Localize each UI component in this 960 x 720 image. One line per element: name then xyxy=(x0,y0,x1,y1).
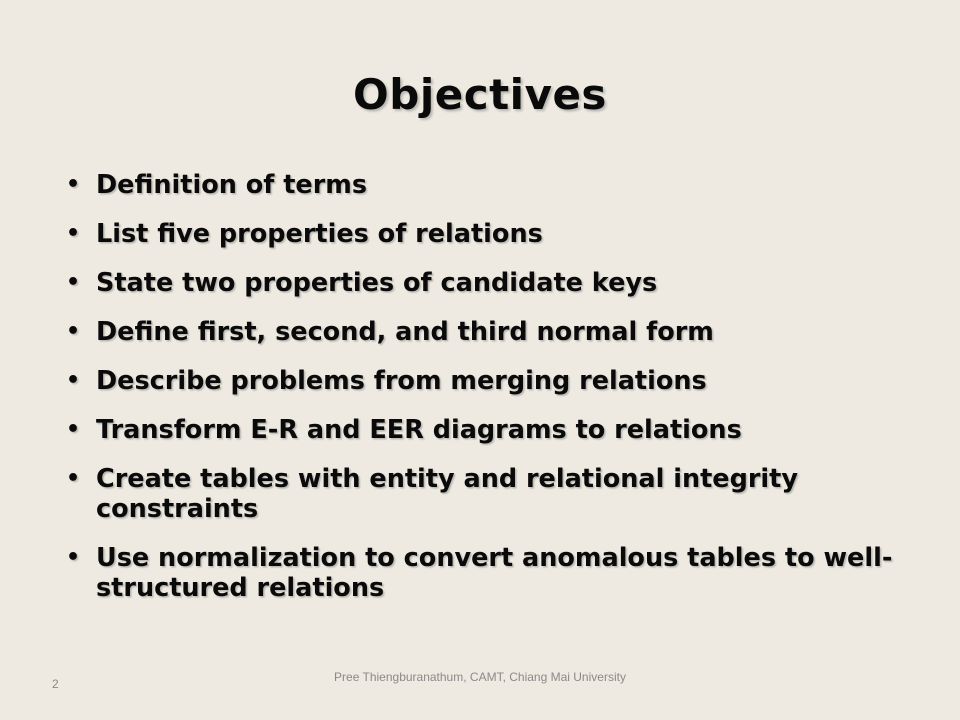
bullet-text: Use normalization to convert anomalous tables to well-structured relations xyxy=(96,543,893,603)
list-item xyxy=(60,170,920,200)
objectives-list xyxy=(60,170,920,622)
bullet-text: List five properties of relations xyxy=(96,219,543,249)
bullet-icon: • xyxy=(66,368,81,393)
bullet-icon: • xyxy=(66,466,81,491)
bullet-text: Definition of terms xyxy=(96,170,368,200)
bullet-icon: • xyxy=(66,270,81,295)
footer-text: Pree Thiengburanathum, CAMT, Chiang Mai University xyxy=(334,670,626,684)
list-item xyxy=(60,366,920,396)
bullet-icon: • xyxy=(66,319,81,344)
bullet-text: Describe problems from merging relations xyxy=(96,366,707,396)
list-item xyxy=(60,464,920,524)
bullet-text: Transform E-R and EER diagrams to relations xyxy=(96,415,742,445)
page-number: 2 xyxy=(52,677,59,691)
bullet-icon: • xyxy=(66,221,81,246)
bullet-text: State two properties of candidate keys xyxy=(96,268,658,298)
slide-title: Objectives xyxy=(353,70,607,119)
list-item xyxy=(60,317,920,347)
list-item xyxy=(60,219,920,249)
bullet-icon: • xyxy=(66,417,81,442)
bullet-text: Define first, second, and third normal form xyxy=(96,317,714,347)
list-item xyxy=(60,543,920,603)
bullet-icon: • xyxy=(66,545,81,570)
bullet-icon: • xyxy=(66,172,81,197)
bullet-text: Create tables with entity and relational integrity constraints xyxy=(96,464,798,524)
list-item xyxy=(60,415,920,445)
list-item xyxy=(60,268,920,298)
